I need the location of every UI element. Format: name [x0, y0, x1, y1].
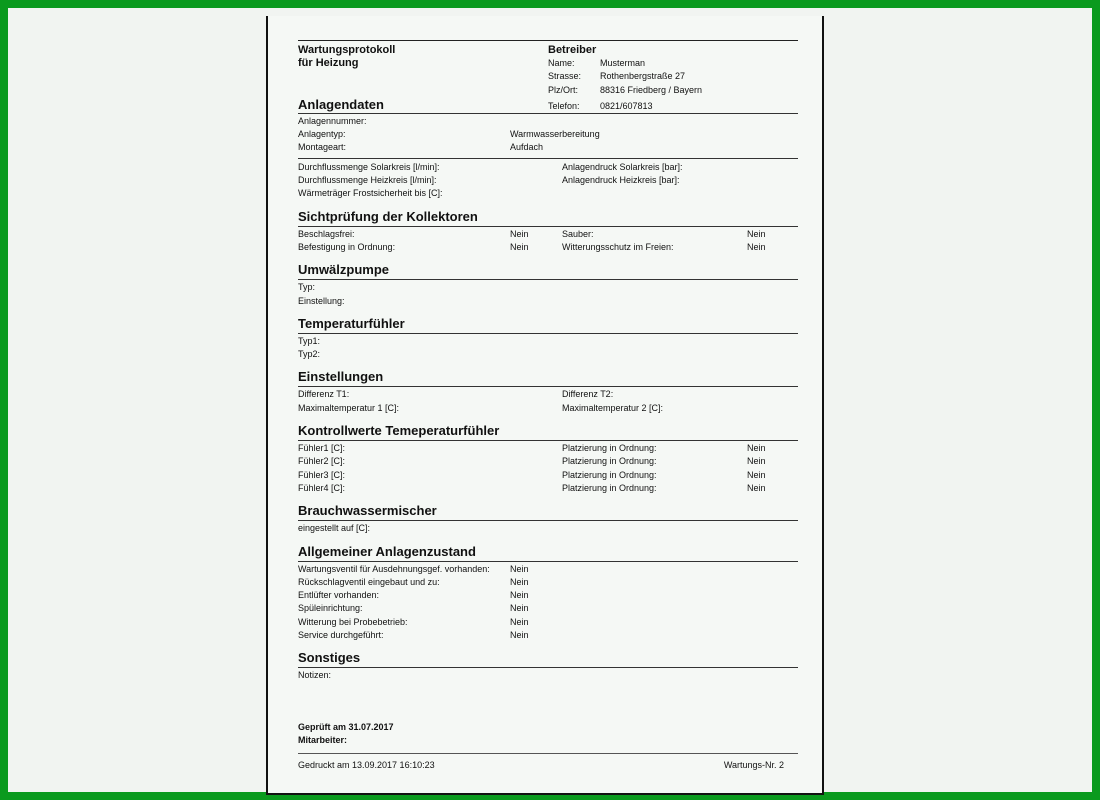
- document-frame: [8, 8, 1092, 792]
- checked-date: Geprüft am 31.07.2017: [298, 722, 394, 733]
- sonstiges-title: Sonstiges: [298, 650, 798, 668]
- operator-street-row: Strasse: Rothenbergstraße 27: [548, 71, 686, 82]
- temperaturfuehler-section: Typ1: Typ2:: [298, 335, 321, 360]
- temperaturfuehler-title: Temperaturfühler: [298, 316, 798, 334]
- notes-label: Notizen:: [298, 670, 332, 681]
- einstellungen-section: Differenz T1: Differenz T2: Maximaltemperatur 1 [C]: Maximaltemperatur 2 [C]:: [298, 389, 664, 413]
- protocol-title-line1: Wartungsprotokoll: [298, 44, 396, 56]
- brauchwasser-section: eingestellt auf [C]:: [298, 523, 371, 534]
- umwaelzpumpe-section: Typ: Einstellung:: [298, 282, 345, 306]
- page-content: [298, 40, 798, 770]
- sichtpruefung-section: Beschlagsfrei: Nein Sauber: Nein Befestigung in Ordnung: Nein Witterungsschutz im Freien: Nein: [298, 228, 766, 252]
- page-footer: [298, 754, 798, 770]
- protocol-page: [266, 16, 824, 795]
- printed-timestamp: Gedruckt am 13.09.2017 16:10:23: [298, 760, 435, 771]
- maintenance-number: Wartungs-Nr. 2: [723, 760, 784, 771]
- sonstiges-section: [298, 668, 798, 721]
- operator-title: Betreiber: [548, 44, 597, 56]
- umwaelzpumpe-title: Umwälzpumpe: [298, 262, 798, 280]
- sichtpruefung-title: Sichtprüfung der Kollektoren: [298, 209, 798, 227]
- operator-city-row: Plz/Ort: 88316 Friedberg / Bayern: [548, 84, 703, 95]
- protocol-header: [298, 40, 798, 97]
- signoff-block: [298, 721, 798, 747]
- protocol-title-line2: für Heizung: [298, 57, 359, 69]
- kontrollwerte-title: Kontrollwerte Temeperaturfühler: [298, 423, 798, 441]
- operator-phone-row: Telefon: 0821/607813: [548, 100, 653, 111]
- anlagendaten-section: Anlagennummer: Anlagentyp: Warmwasserbereitung Montageart: Aufdach Durchflussmenge Solarkreis [l/min]: Anlagendruck Solarkreis [bar]: Durchflussmenge Heizkreis [l/min]: Anlagendruck Heizkreis [bar]: Wärmeträger Frostsicherheit bis [C]:: [298, 114, 798, 201]
- operator-name-row: Name: Musterman: [548, 58, 646, 68]
- allgemein-section: Wartungsventil für Ausdehnungsgef. vorhanden: Nein Rückschlagventil eingebaut und zu: Nein Entlüfter vorhanden: Nein Spüleinrichtung: Nein Witterung bei Probebetrieb: Nein Service durchgeführt: Nein: [298, 563, 529, 641]
- brauchwasser-title: Brauchwassermischer: [298, 503, 798, 521]
- allgemein-title: Allgemeiner Anlagenzustand: [298, 544, 798, 562]
- kontrollwerte-section: Fühler1 [C]: Platzierung in Ordnung: Nein Fühler2 [C]: Platzierung in Ordnung: Nein Fühler3 [C]: Platzierung in Ordnung: Nein Fühler4 [C]: Platzierung in Ordnung: Nein: [298, 443, 766, 493]
- anlagendaten-title: Anlagendaten: [298, 96, 384, 112]
- einstellungen-title: Einstellungen: [298, 369, 798, 387]
- employee-label: Mitarbeiter:: [298, 735, 348, 746]
